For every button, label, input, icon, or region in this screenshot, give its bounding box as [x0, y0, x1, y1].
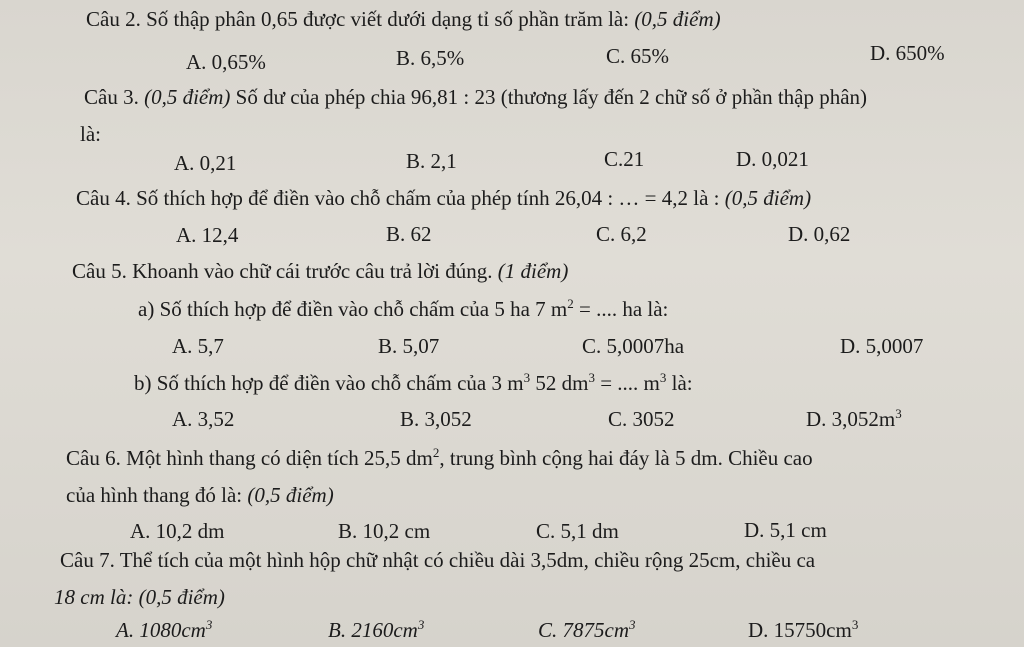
question-3-text [84, 84, 867, 110]
q4-option-a: A. 12,4 [176, 223, 239, 247]
exponent: 2 [567, 296, 574, 311]
q5a-option-d: D. 5,0007 [840, 334, 924, 358]
q5b-option-a: A. 3,52 [172, 407, 235, 431]
q5a-option-c: C. 5,0007ha [582, 334, 685, 358]
exponent: 3 [205, 617, 213, 632]
question-5b-tail: là: [666, 371, 693, 395]
question-3-text-2: là: [80, 122, 101, 146]
question-5b-stem: b) Số thích hợp để điền vào chỗ chấm của 3 m [134, 371, 524, 395]
q7-option-d-text: D. 15750cm [748, 618, 852, 642]
q5b-option-d [806, 406, 902, 432]
q5a-option-b: B. 5,07 [378, 334, 440, 358]
q4-option-c: C. 6,2 [596, 222, 647, 246]
exponent: 3 [895, 406, 902, 421]
q2-option-c: C. 65% [606, 44, 669, 68]
question-7-text: Câu 7. Thể tích của một hình hộp chữ nhật có chiều dài 3,5dm, chiều rộng 25cm, chiều ca [60, 548, 816, 572]
question-5b-text [134, 370, 693, 396]
q2-option-a: A. 0,65% [186, 50, 266, 74]
exponent: 3 [629, 617, 636, 632]
exponent: 2 [432, 445, 440, 460]
question-5-text [72, 258, 568, 284]
q6-option-a: A. 10,2 dm [130, 519, 225, 543]
question-4-stem: Câu 4. Số thích hợp để điền vào chỗ chấm của phép tính 26,04 : … = 4,2 là : [76, 186, 725, 210]
question-2-stem: Câu 2. Số thập phân 0,65 được viết dưới dạng tỉ số phần trăm là: [86, 7, 635, 31]
question-5a-text [138, 296, 668, 322]
q7-option-a [116, 617, 212, 643]
q7-option-b [328, 617, 424, 643]
question-6-points: (0,5 điểm) [247, 483, 334, 507]
q7-option-c-text: C. 7875cm [538, 618, 629, 642]
q2-option-b: B. 6,5% [396, 46, 465, 70]
q7-option-a-text: A. 1080cm [116, 618, 206, 642]
question-6-tail: , trung bình cộng hai đáy là 5 dm. Chiều cao [439, 446, 813, 470]
q3-option-b: B. 2,1 [406, 149, 457, 173]
question-4-text [76, 185, 811, 211]
question-2-text [86, 6, 721, 32]
q6-option-c: C. 5,1 dm [536, 519, 619, 543]
q3-option-c: C.21 [604, 147, 645, 171]
question-7-stem-2: 18 cm là: [54, 585, 139, 609]
question-5a-stem: a) Số thích hợp để điền vào chỗ chấm của 5 ha 7 m [138, 297, 568, 321]
question-3-label: Câu 3. [84, 85, 145, 109]
q5b-option-c: C. 3052 [608, 407, 675, 431]
q5a-option-a: A. 5,7 [172, 334, 224, 358]
q6-option-b: B. 10,2 cm [338, 519, 431, 543]
exponent: 3 [588, 370, 595, 385]
question-4-points: (0,5 điểm) [724, 186, 812, 210]
exponent: 3 [523, 370, 531, 385]
question-6-text-2 [66, 482, 334, 508]
q4-option-b: B. 62 [386, 222, 432, 246]
question-5b-mid2: = .... m [594, 371, 660, 395]
q7-option-d [748, 617, 858, 643]
question-5-stem: Câu 5. Khoanh vào chữ cái trước câu trả lời đúng. [72, 259, 498, 283]
question-5b-mid: 52 dm [530, 371, 589, 395]
q7-option-b-text: B. 2160cm [328, 618, 418, 642]
question-6-stem: Câu 6. Một hình thang có diện tích 25,5 dm [66, 446, 433, 470]
question-6-text [66, 445, 813, 471]
q3-option-d: D. 0,021 [736, 147, 809, 171]
question-7-points: (0,5 điểm) [138, 585, 225, 609]
question-7-text-2 [54, 584, 225, 610]
q5b-option-d-text: D. 3,052m [806, 407, 896, 431]
q4-option-d: D. 0,62 [788, 222, 851, 246]
exponent: 3 [659, 370, 667, 385]
question-6-stem-2: của hình thang đó là: [66, 483, 248, 507]
question-5-points: (1 điểm) [497, 259, 569, 283]
q5b-option-b: B. 3,052 [400, 407, 472, 431]
q2-option-d: D. 650% [870, 41, 945, 65]
question-3-stem: Số dư của phép chia 96,81 : 23 (thương lấy đến 2 chữ số ở phần thập phân) [230, 85, 868, 109]
exponent: 3 [417, 617, 425, 632]
question-5a-tail: = .... ha là: [573, 297, 669, 321]
q3-option-a: A. 0,21 [174, 151, 237, 175]
q6-option-d: D. 5,1 cm [744, 518, 827, 542]
exponent: 3 [851, 617, 859, 632]
question-2-points: (0,5 điểm) [634, 7, 721, 31]
q7-option-c [538, 617, 636, 643]
question-3-points: (0,5 điểm) [144, 85, 231, 109]
